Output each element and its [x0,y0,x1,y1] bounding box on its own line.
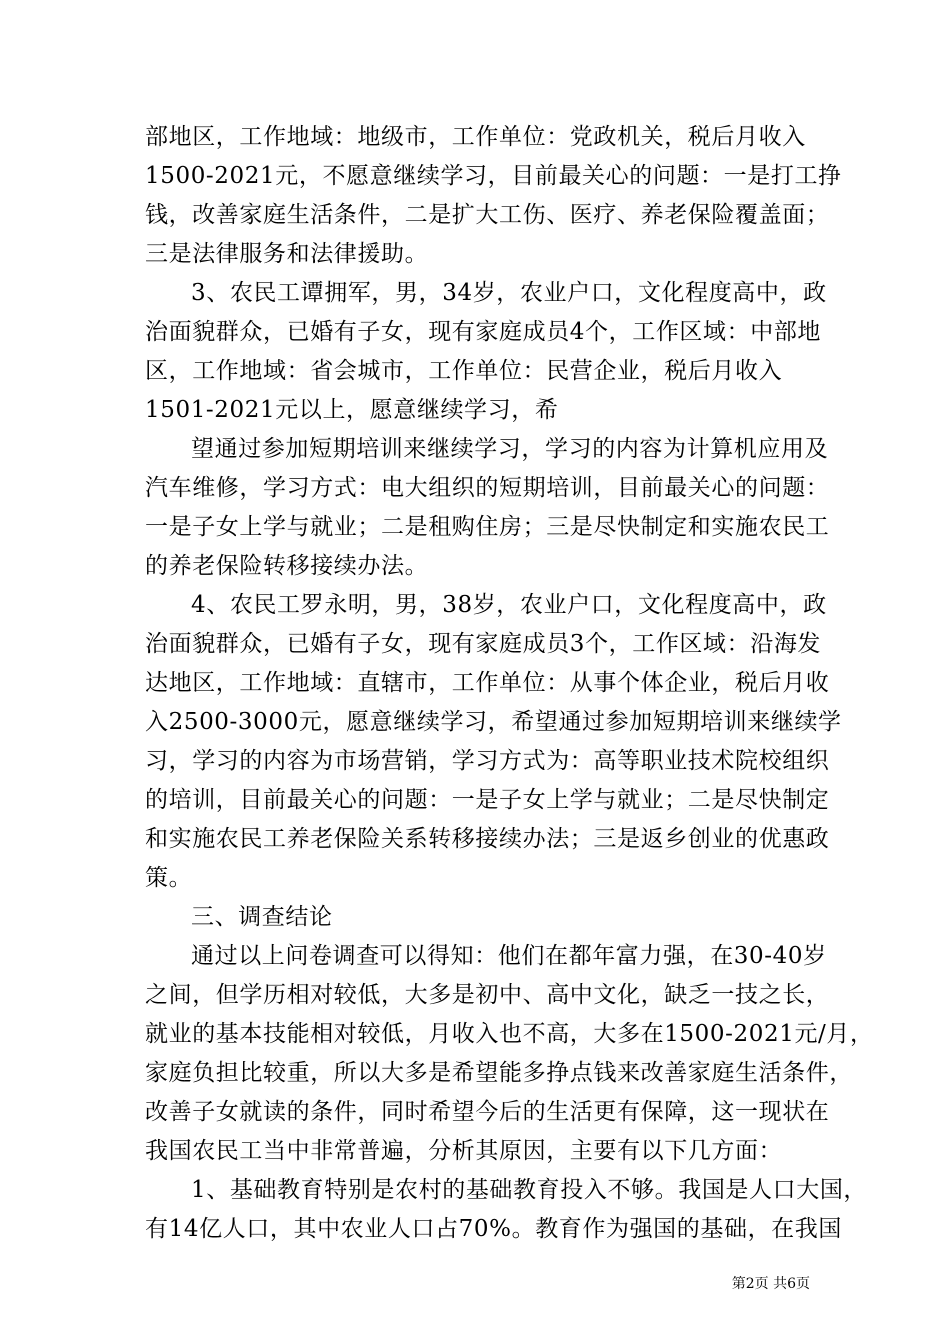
paragraph-start: 通过以上问卷调查可以得知：他们在都年富力强，在30-40岁 [191,943,827,969]
page-number: 第2页 共6页 [731,1276,810,1292]
text-line: 一是子女上学与就业；二是租购住房；三是尽快制定和实施农民工 [145,514,830,540]
text-line: 达地区，工作地域：直辖市，工作单位：从事个体企业，税后月收 [145,670,830,696]
section-heading: 三、调查结论 [191,904,333,930]
paragraph-start: 4、农民工罗永明，男，38岁，农业户口，文化程度高中，政 [191,592,827,618]
text-line: 家庭负担比较重，所以大多是希望能多挣点钱来改善家庭生活条件， [145,1060,853,1086]
text-line: 三是法律服务和法律援助。 [145,241,429,267]
text-line: 习，学习的内容为市场营销，学习方式为：高等职业技术院校组织 [145,748,830,774]
text-line: 区，工作地域：省会城市，工作单位：民营企业，税后月收入 [145,358,783,384]
text-line: 和实施农民工养老保险关系转移接续办法；三是返乡创业的优惠政 [145,826,830,852]
body-text [145,118,874,1249]
paragraph-start: 望通过参加短期培训来继续学习，学习的内容为计算机应用及 [191,436,829,462]
paragraph-start: 1、基础教育特别是农村的基础教育投入不够。我国是人口大国， [191,1177,868,1203]
text-line: 部地区，工作地域：地级市，工作单位：党政机关，税后月收入 [145,124,806,150]
text-line: 钱，改善家庭生活条件，二是扩大工伤、医疗、养老保险覆盖面； [145,202,830,228]
text-line: 1501-2021元以上，愿意继续学习，希 [145,397,559,423]
text-line: 策。 [145,865,193,891]
text-line: 有14亿人口，其中农业人口占70%。教育作为强国的基础，在我国 [145,1216,842,1242]
text-line: 治面貌群众，已婚有子女，现有家庭成员3个，工作区域：沿海发 [145,631,822,657]
text-line: 就业的基本技能相对较低，月收入也不高，大多在1500-2021元/月， [145,1021,874,1047]
text-line: 入2500-3000元，愿意继续学习，希望通过参加短期培训来继续学 [145,709,842,735]
paragraph-start: 3、农民工谭拥军，男，34岁，农业户口，文化程度高中，政 [191,280,827,306]
text-line: 治面貌群众，已婚有子女，现有家庭成员4个，工作区域：中部地 [145,319,822,345]
text-line: 汽车维修，学习方式：电大组织的短期培训，目前最关心的问题： [145,475,830,501]
text-line: 我国农民工当中非常普遍，分析其原因，主要有以下几方面： [145,1138,783,1164]
text-line: 改善子女就读的条件，同时希望今后的生活更有保障，这一现状在 [145,1099,830,1125]
text-line: 之间，但学历相对较低，大多是初中、高中文化，缺乏一技之长， [145,982,830,1008]
text-line: 的养老保险转移接续办法。 [145,553,429,579]
text-line: 的培训，目前最关心的问题：一是子女上学与就业；二是尽快制定 [145,787,830,813]
text-line: 1500-2021元，不愿意继续学习，目前最关心的问题：一是打工挣 [145,163,842,189]
